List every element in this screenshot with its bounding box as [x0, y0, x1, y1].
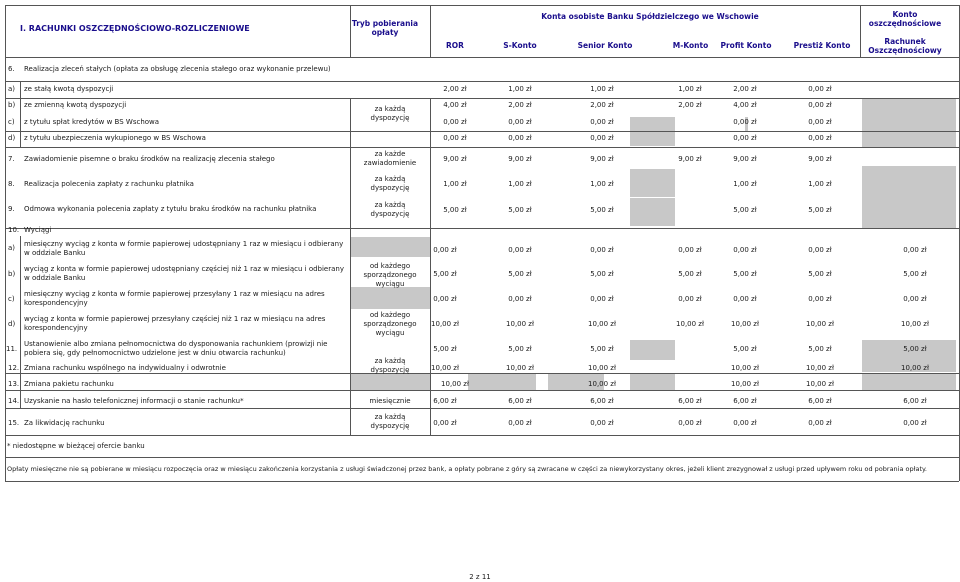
- row-9-value: 5,00 zł: [508, 206, 532, 214]
- row-10b-value: 5,00 zł: [678, 270, 702, 278]
- row-10d-value: 10,00 zł: [901, 320, 929, 328]
- row-8-value: 1,00 zł: [733, 180, 757, 188]
- row-6a-value: 1,00 zł: [508, 85, 532, 93]
- row-6d-value: 0,00 zł: [590, 134, 614, 142]
- row-10a-value: 0,00 zł: [433, 246, 457, 254]
- row-10b-mode: od każdego sporządzonego wyciągu: [363, 262, 417, 288]
- row-6-num: 6.: [8, 65, 15, 73]
- row-11-num: 11.: [6, 345, 18, 353]
- row-10c-value: 0,00 zł: [903, 295, 927, 303]
- row-15-value: 0,00 zł: [433, 419, 457, 427]
- row-6d-value: 0,00 zł: [733, 134, 757, 142]
- row-10a-value: 0,00 zł: [678, 246, 702, 254]
- row-9-mode: za każdą dyspozycję: [370, 201, 410, 218]
- row-10b-text: wyciąg z konta w formie papierowej udostępniany częściej niż 1 raz w miesiącu i odbierany w oddziale Banku: [24, 265, 344, 282]
- row-9-value: 5,00 zł: [808, 206, 832, 214]
- col-ror: ROR: [446, 41, 464, 50]
- row-7-value: 9,00 zł: [443, 155, 467, 163]
- gray-cell: [630, 340, 675, 360]
- gray-cell: [630, 198, 675, 226]
- row-10d-value: 10,00 zł: [731, 320, 759, 328]
- row-10c-value: 0,00 zł: [508, 295, 532, 303]
- row-15-text: Za likwidację rachunku: [24, 419, 105, 427]
- row-6b-text: ze zmienną kwotą dyspozycji: [24, 101, 127, 109]
- row-6a-value: 0,00 zł: [808, 85, 832, 93]
- row-15-mode: za każdą dyspozycję: [370, 413, 410, 430]
- gray-cell: [630, 374, 675, 390]
- row-8-value: 1,00 zł: [508, 180, 532, 188]
- row-8-value: 1,00 zł: [443, 180, 467, 188]
- row-14-text: Uzyskanie na hasło telefonicznej informacji o stanie rachunku*: [24, 397, 244, 405]
- row-6c-value: 0,00 zł: [808, 118, 832, 126]
- row-9-text: Odmowa wykonania polecenia zapłaty z tytułu braku środków na rachunku płatnika: [24, 205, 317, 213]
- row-14-value: 6,00 zł: [678, 397, 702, 405]
- row-12-value: 10,00 zł: [731, 364, 759, 372]
- row-7-mode: za każde zawiadomienie: [363, 150, 417, 167]
- row-6b-value: 2,00 zł: [590, 101, 614, 109]
- row-6a-text: ze stałą kwotą dyspozycji: [24, 85, 114, 93]
- gray-cell: [630, 117, 675, 131]
- row-6c-text: z tytułu spłat kredytów w BS Wschowa: [24, 118, 160, 126]
- gray-cell: [862, 374, 956, 390]
- row-10b-value: 5,00 zł: [433, 270, 457, 278]
- row-15-value: 0,00 zł: [590, 419, 614, 427]
- row-10-num: 10.: [8, 226, 20, 234]
- row-11-value: 5,00 zł: [508, 345, 532, 353]
- row-10c-value: 0,00 zł: [433, 295, 457, 303]
- row-6d-value: 0,00 zł: [808, 134, 832, 142]
- row-10a-value: 0,00 zł: [508, 246, 532, 254]
- row-10b-value: 5,00 zł: [590, 270, 614, 278]
- row-10a-value: 0,00 zł: [733, 246, 757, 254]
- row-11-text: Ustanowienie albo zmiana pełnomocnictwa do dysponowania rachunkiem (prowizji nie pobiera się, gdy pełnomocnictwo udzielone jest w dniu otwarcia rachunku): [24, 340, 328, 357]
- row-14-value: 6,00 zł: [733, 397, 757, 405]
- section-title: I. RACHUNKI OSZCZĘDNOŚCIOWO-ROZLICZENIOWE: [20, 24, 250, 33]
- row-7-value: 9,00 zł: [590, 155, 614, 163]
- row-13-value: 10,00 zł: [731, 380, 759, 388]
- row-6b-value: 0,00 zł: [808, 101, 832, 109]
- footnote: * niedostępne w bieżącej ofercie banku: [7, 442, 145, 450]
- row-10a-text: miesięczny wyciąg z konta w formie papierowej udostępniany 1 raz w miesiącu i odbierany w oddziale Banku: [24, 240, 344, 257]
- row-6b-num: b): [8, 101, 16, 109]
- row-8-value: 1,00 zł: [808, 180, 832, 188]
- gray-cell: [350, 374, 430, 390]
- row-10b-value: 5,00 zł: [508, 270, 532, 278]
- row-7-value: 9,00 zł: [808, 155, 832, 163]
- gray-cell: [862, 166, 956, 228]
- konto-header: Konto oszczędnościowe: [868, 10, 942, 28]
- row-6a-value: 1,00 zł: [590, 85, 614, 93]
- row-13-value: 10,00 zł: [441, 380, 469, 388]
- row-6b-value: 2,00 zł: [678, 101, 702, 109]
- row-15-value: 0,00 zł: [903, 419, 927, 427]
- row-8-mode: za każdą dyspozycję: [370, 175, 410, 192]
- row-8-text: Realizacja polecenia zapłaty z rachunku płatnika: [24, 180, 194, 188]
- row-6b-value: 2,00 zł: [508, 101, 532, 109]
- row-14-value: 6,00 zł: [433, 397, 457, 405]
- row-10b-value: 5,00 zł: [903, 270, 927, 278]
- row-12-value: 10,00 zł: [806, 364, 834, 372]
- row-14-value: 6,00 zł: [590, 397, 614, 405]
- row-10b-num: b): [8, 270, 16, 278]
- row-6b-value: 4,00 zł: [733, 101, 757, 109]
- monthly-fee-note: Opłaty miesięczne nie są pobierane w miesiącu rozpoczęcia oraz w miesiącu zakończenia korzystania z usługi świadczonej przez bank, a opłaty pobrane z góry są zwracane w części za niewykorzystany okres, jeżeli klient zrezygnował z usługi przed upływem roku od pobrania opłaty.: [7, 465, 927, 473]
- row-13-text: Zmiana pakietu rachunku: [24, 380, 114, 388]
- row-10-text: Wyciągi: [24, 226, 52, 234]
- row-10c-value: 0,00 zł: [808, 295, 832, 303]
- row-14-value: 6,00 zł: [508, 397, 532, 405]
- row-10c-value: 0,00 zł: [590, 295, 614, 303]
- row-10c-text: miesięczny wyciąg z konta w formie papierowej przesyłany 1 raz w miesiącu na adres korespondencyjny: [24, 290, 325, 307]
- row-6c-value: 0,00 zł: [443, 118, 467, 126]
- row-10a-value: 0,00 zł: [590, 246, 614, 254]
- row-13-value: 10,00 zł: [806, 380, 834, 388]
- row-12-value: 10,00 zł: [901, 364, 929, 372]
- col-m-konto: M-Konto: [672, 41, 709, 50]
- row-15-value: 0,00 zł: [733, 419, 757, 427]
- row-12-mode: za każdą dyspozycję: [370, 357, 410, 374]
- row-15-value: 0,00 zł: [508, 419, 532, 427]
- row-11-value: 5,00 zł: [433, 345, 457, 353]
- row-8-num: 8.: [8, 180, 15, 188]
- row-7-value: 9,00 zł: [733, 155, 757, 163]
- row-7-text: Zawiadomienie pisemne o braku środków na realizację zlecenia stałego: [24, 155, 275, 163]
- row-15-value: 0,00 zł: [808, 419, 832, 427]
- row-12-text: Zmiana rachunku wspólnego na indywidualny i odwrotnie: [24, 364, 226, 372]
- row-13-value: 10,00 zł: [588, 380, 616, 388]
- col-profit-konto: Profit Konto: [720, 41, 772, 50]
- row-6d-text: z tytułu ubezpieczenia wykupionego w BS Wschowa: [24, 134, 206, 142]
- row-10d-value: 10,00 zł: [806, 320, 834, 328]
- row-10b-value: 5,00 zł: [733, 270, 757, 278]
- row-10c-num: c): [8, 295, 15, 303]
- row-12-num: 12.: [8, 364, 20, 372]
- gray-cell: [630, 132, 675, 146]
- row-6d-num: d): [8, 134, 16, 142]
- row-10a-value: 0,00 zł: [808, 246, 832, 254]
- group-header: Konta osobiste Banku Spółdzielczego we Wschowie: [541, 12, 759, 21]
- row-6d-value: 0,00 zł: [443, 134, 467, 142]
- gray-cell: [862, 99, 956, 147]
- row-8-value: 1,00 zł: [590, 180, 614, 188]
- row-6c-num: c): [8, 118, 15, 126]
- row-12-value: 10,00 zł: [588, 364, 616, 372]
- row-10a-value: 0,00 zł: [903, 246, 927, 254]
- row-7-value: 9,00 zł: [508, 155, 532, 163]
- row-6c-value: 0,00 zł: [590, 118, 614, 126]
- row-6b-value: 4,00 zł: [443, 101, 467, 109]
- page-number: 2 z 11: [469, 573, 491, 581]
- row-10c-value: 0,00 zł: [733, 295, 757, 303]
- row-6a-num: a): [8, 85, 16, 93]
- row-14-mode: miesięcznie: [369, 397, 411, 405]
- row-11-value: 5,00 zł: [903, 345, 927, 353]
- row-9-value: 5,00 zł: [590, 206, 614, 214]
- col-senior-konto: Senior Konto: [577, 41, 633, 50]
- row-7-value: 9,00 zł: [678, 155, 702, 163]
- row-10b-value: 5,00 zł: [808, 270, 832, 278]
- row-14-value: 6,00 zł: [903, 397, 927, 405]
- row-6-text: Realizacja zleceń stałych (opłata za obsługę zlecenia stałego oraz wykonanie przelewu): [24, 65, 331, 73]
- row-6a-value: 1,00 zł: [678, 85, 702, 93]
- row-6a-value: 2,00 zł: [733, 85, 757, 93]
- row-6b-mode: za każdą dyspozycję: [370, 105, 410, 122]
- row-6a-value: 2,00 zł: [443, 85, 467, 93]
- col-prestiz-konto: Prestiż Konto: [793, 41, 851, 50]
- row-11-value: 5,00 zł: [808, 345, 832, 353]
- row-10d-num: d): [8, 320, 16, 328]
- row-10d-value: 10,00 zł: [676, 320, 704, 328]
- row-9-value: 5,00 zł: [733, 206, 757, 214]
- row-12-value: 10,00 zł: [506, 364, 534, 372]
- row-10d-text: wyciąg z konta w formie papierowej przesyłany częściej niż 1 raz w miesiącu na adres korespondencyjny: [24, 315, 326, 332]
- row-6c-value: 0,00 zł: [508, 118, 532, 126]
- row-11-value: 5,00 zł: [590, 345, 614, 353]
- row-11-value: 5,00 zł: [733, 345, 757, 353]
- row-9-value: 5,00 zł: [443, 206, 467, 214]
- row-12-value: 10,00 zł: [431, 364, 459, 372]
- row-6c-value: 0,00 zł: [733, 118, 757, 126]
- row-15-num: 15.: [8, 419, 20, 427]
- col-s-konto: S-Konto: [503, 41, 537, 50]
- row-15-value: 0,00 zł: [678, 419, 702, 427]
- tryb-header: Tryb pobierania opłaty: [351, 19, 419, 37]
- row-14-value: 6,00 zł: [808, 397, 832, 405]
- row-14-num: 14.: [8, 397, 20, 405]
- row-10d-value: 10,00 zł: [588, 320, 616, 328]
- row-6d-value: 0,00 zł: [508, 134, 532, 142]
- row-10d-value: 10,00 zł: [506, 320, 534, 328]
- row-7-num: 7.: [8, 155, 15, 163]
- row-13-num: 13.: [8, 380, 20, 388]
- row-10d-value: 10,00 zł: [431, 320, 459, 328]
- row-10c-value: 0,00 zł: [678, 295, 702, 303]
- gray-cell: [630, 169, 675, 197]
- rachunek-header: Rachunek Oszczędnościowy: [868, 37, 942, 55]
- row-10a-num: a): [8, 244, 16, 252]
- row-9-num: 9.: [8, 205, 15, 213]
- row-10d-mode: od każdego sporządzonego wyciągu: [363, 311, 417, 337]
